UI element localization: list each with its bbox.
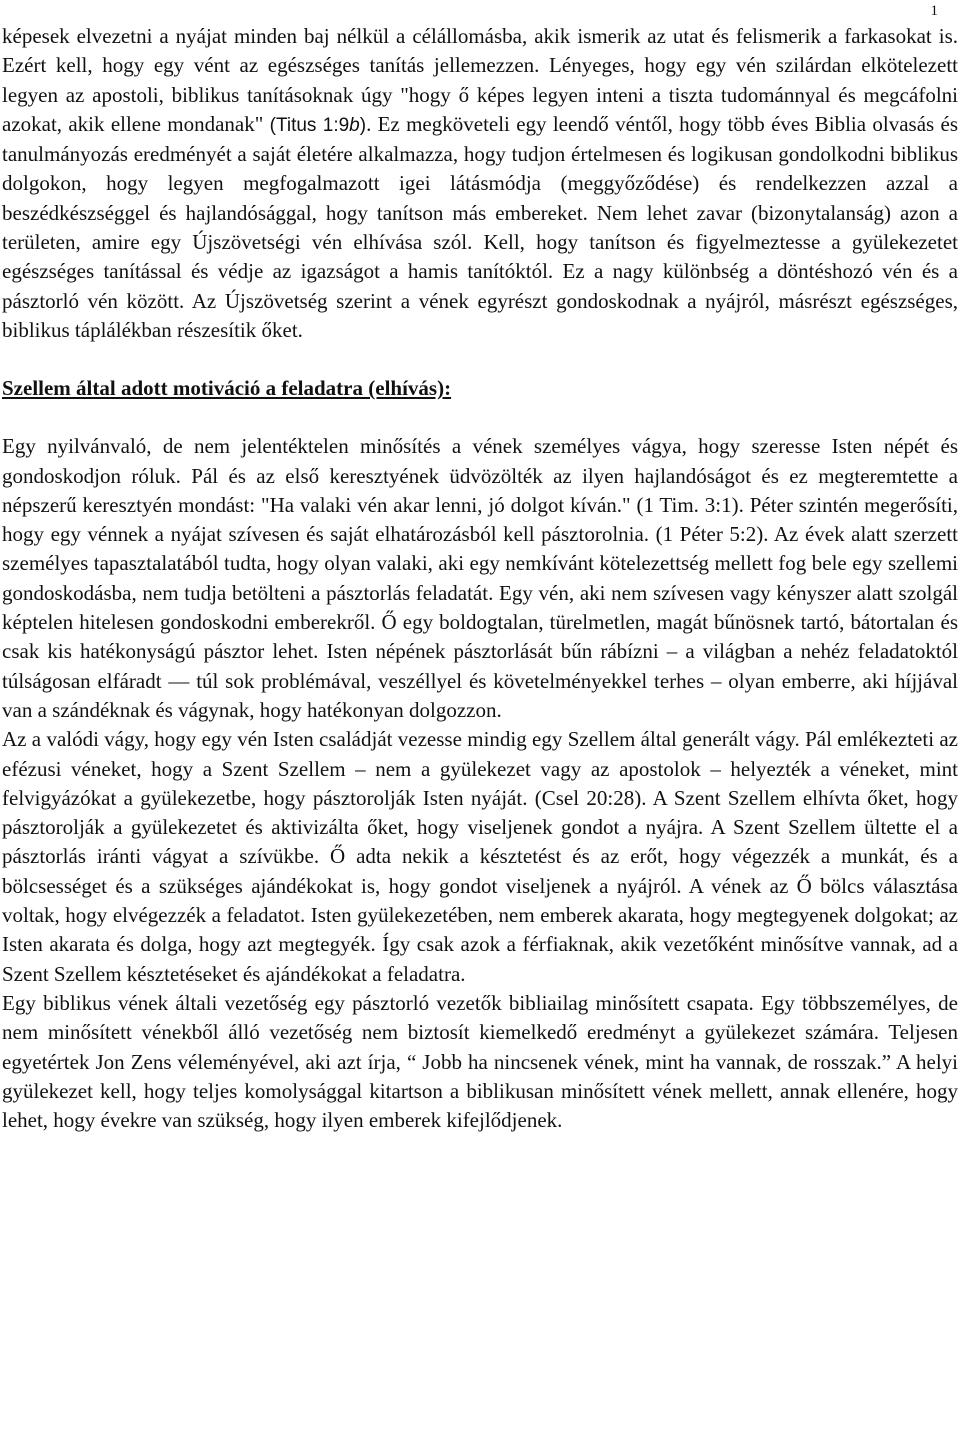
document-body (2, 22, 958, 1135)
paragraph-spirit-calling: Az a valódi vágy, hogy egy vén Isten családját vezesse mindig egy Szellem által generált vágy. Pál emlékezteti az efézusi véneket, hogy a Szent Szellem – nem a gyülekezet vagy az apostolok – helyezték a véneket, mint felvigyázókat a gyülekezetbe, hogy pásztorolják Isten nyáját. (Csel 20:28). A Szent Szellem elhívta őket, hogy pásztorolják a gyülekezetet és aktivizálta őket, hogy viseljenek gondot a nyájra. A Szent Szellem ültette el a pásztorlás iránti vágyat a szívükbe. Ő adta nekik a késztetést és az erőt, hogy végezzék a munkát, és a bölcsességet és a szükséges ajándékokat is, hogy gondot viseljenek a nyájról. A vének az Ő bölcs választása voltak, hogy elvégezzék a feladatot. Isten gyülekezetében, nem emberek akarata, hogy megtegyenek dolgokat; az Isten akarata és dolga, hogy azt megtegyék. Így csak azok a férfiaknak, akik vezetőként minősítve vannak, ad a Szent Szellem késztetéseket és ajándékokat a feladatra. (2, 727, 958, 986)
paragraph-teaching (2, 22, 958, 345)
titus-reference: (Titus 1:9b) (269, 114, 367, 136)
paragraph-teaching-part1: képesek elvezetni a nyájat minden baj nélkül a célállomásba, akik ismerik az utat és felismerik a farkasokat is. Ezért kell, hogy egy vént az egészséges tanítás jellemezzen. Lényeges, hogy egy vén szilárdan elkötelezett legyen az apostoli, biblikus tanításoknak úgy "hogy ő képes legyen inteni a tiszta tudománnyal és megcáfolni azokat, akik ellene mondanak" (2, 24, 958, 136)
paragraph-teaching-part2: . Ez megköveteli egy leendő véntől, hogy több éves Biblia olvasás és tanulmányozás eredményét a saját életére alkalmazza, hogy tudjon értelmesen és logikusan gondolkodni biblikus dolgokon, hogy legyen megfogalmazott igei látásmódja (meggyőződése) és rendelkezzen azzal a beszédkészséggel és hajlandósággal, hogy tanítson más embereket. Nem lehet zavar (bizonytalanság) azon a területen, amire egy Újszövetségi vén elhívása szól. Kell, hogy tanítson és figyelmeztesse a gyülekezetet egészséges tanítással és védje az igazságot a hamis tanítóktól. Ez a nagy különbség a döntéshozó vén és a pásztorló vén között. Az Újszövetség szerint a vének egyrészt gondoskodnak a nyájról, másrészt egészséges, biblikus táplálékban részesítik őket. (2, 111, 958, 342)
page-number: 1 (930, 3, 938, 19)
paragraph-desire: Egy nyilvánvaló, de nem jelentéktelen minősítés a vének személyes vágya, hogy szeresse Isten népét és gondoskodjon róluk. Pál és az első keresztyének üdvözölték az ilyen hajlandóságot és ez megteremtette a népszerű keresztyén mondást: "Ha valaki vén akar lenni, jó dolgot kíván." (1 Tim. 3:1). Péter szintén megerősíti, hogy egy vénnek a nyájat szívesen és saját elhatározásból kell pásztorolnia. (1 Péter 5:2). Az évek alatt szerzett személyes tapasztalatából tudta, hogy olyan valaki, aki egy nemkívánt kötelezettség mellett fog bele egy szellemi gondoskodásba, nem tudja betölteni a pásztorlás feladatát. Egy vén, aki nem szívesen vagy kényszer alatt szolgál képtelen hitelesen gondoskodni emberekről. Ő egy boldogtalan, türelmetlen, magát bűnösnek tartó, bátortalan és csak kis hatékonyságú pásztor lehet. Isten népének pásztorlását bűn rábízni – a világban a nehéz feladatoktól túlságosan elfáradt — túl sok problémával, veszéllyel és követelményekkel terhes – olyan emberre, aki híjjával van a szándéknak és vágynak, hogy hatékonyan dolgozzon. (2, 434, 958, 722)
section-heading: Szellem által adott motiváció a feladatra (elhívás): (2, 376, 452, 401)
paragraph-qualified-team: Egy biblikus vének általi vezetőség egy pásztorló vezetők bibliailag minősített csapata. Egy többszemélyes, de nem minősített vénekből álló vezetőség nem biztosít kiemelkedő eredményt a gyülekezet számára. Teljesen egyetértek Jon Zens véleményével, aki azt írja, “ Jobb ha nincsenek vének, mint ha vannak, de rosszak.” A helyi gyülekezet kell, hogy teljes komolysággal kitartson a biblikusan minősített vének mellett, annak ellenére, hogy lehet, hogy évekre van szükség, hogy ilyen emberek kifejlődjenek. (2, 990, 958, 1133)
